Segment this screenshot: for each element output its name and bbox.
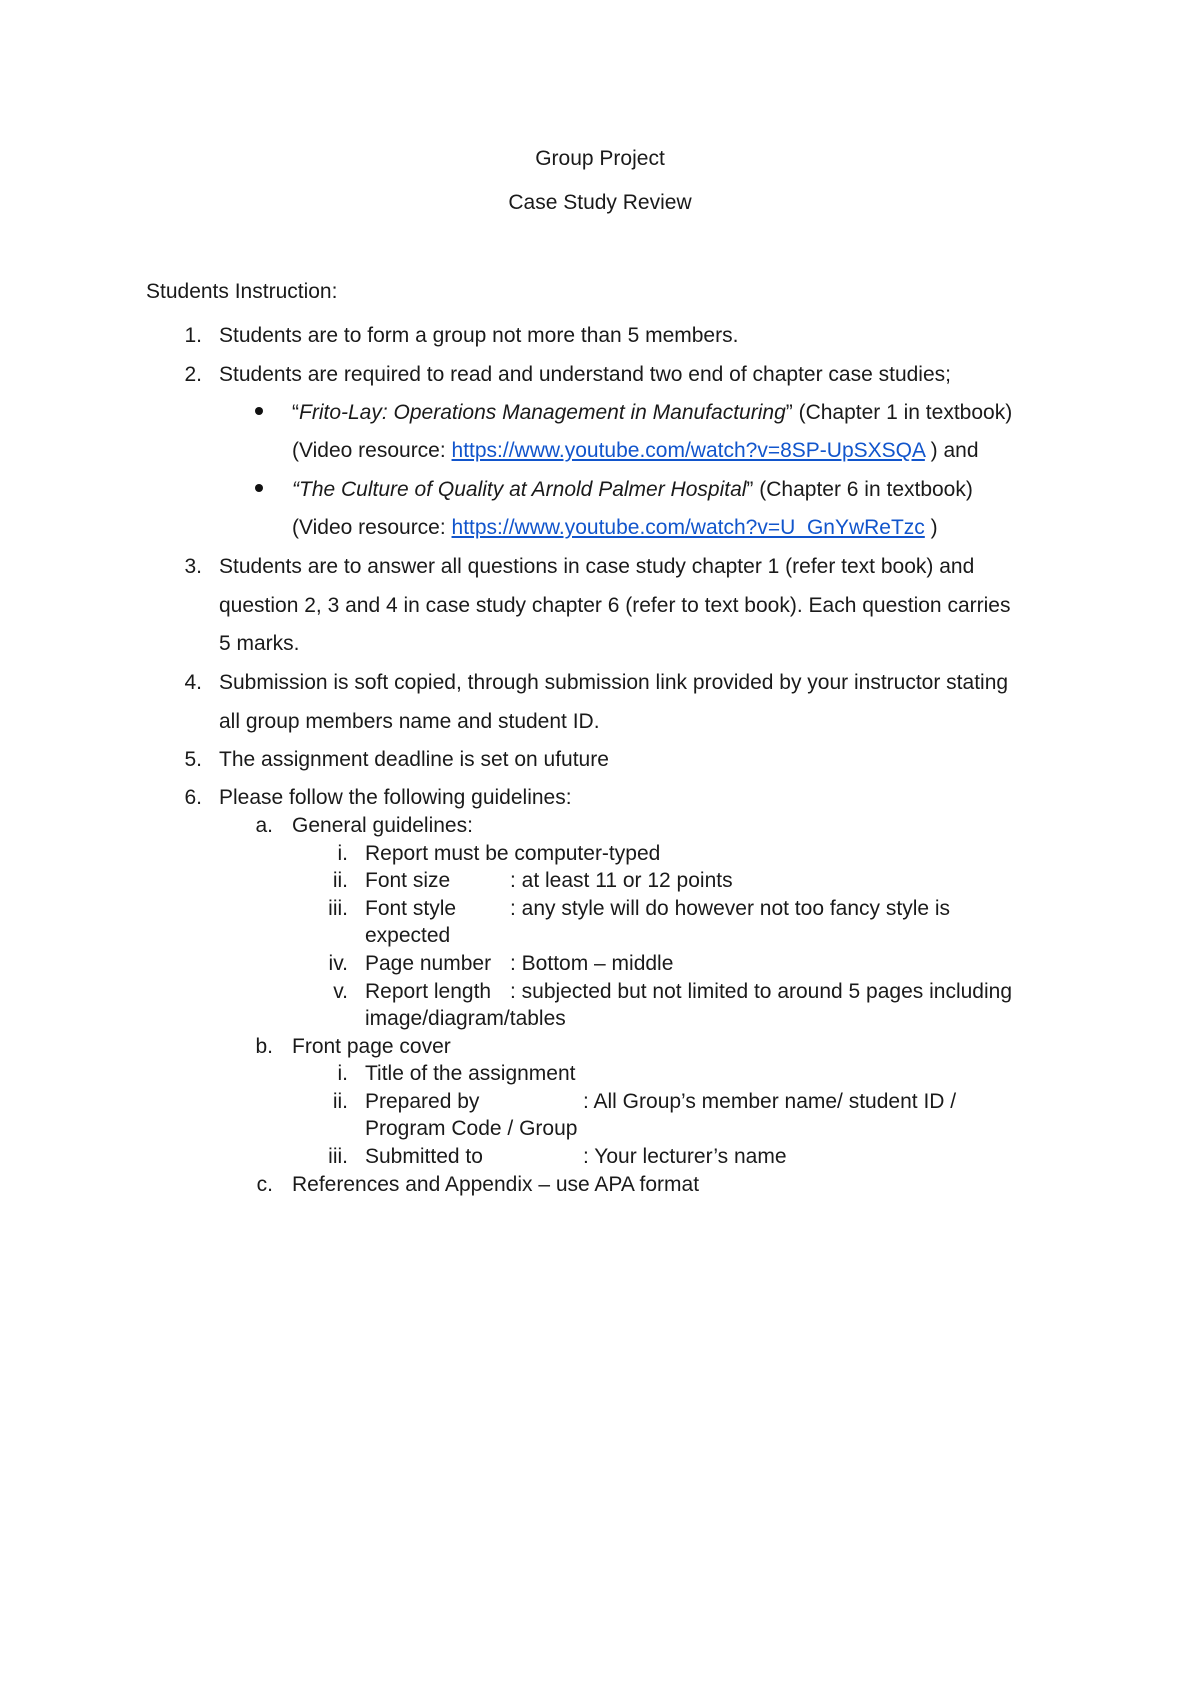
guideline-value-cont: expected: [365, 924, 451, 947]
video-suffix: ): [924, 516, 938, 539]
list-number: 5.: [184, 748, 202, 771]
list-item: Submission is soft copied, through submission link provided by your instructor stating: [219, 671, 1009, 694]
guideline-label: Report length: [365, 980, 492, 1003]
roman-numeral: i.: [337, 842, 348, 865]
sublist-item: References and Appendix – use APA format: [292, 1173, 700, 1196]
video-prefix: (Video resource:: [292, 516, 452, 539]
list-number: 1.: [184, 324, 202, 347]
roman-numeral: v.: [333, 980, 348, 1003]
video-prefix: (Video resource:: [292, 439, 452, 462]
list-number: 2.: [184, 363, 202, 386]
roman-numeral: iv.: [328, 952, 348, 975]
guideline-value: : any style will do however not too fancy style is: [510, 897, 951, 920]
guideline-value-cont: Program Code / Group: [365, 1117, 578, 1140]
video-resource-line: [292, 440, 979, 461]
guideline-label: Prepared by: [365, 1090, 480, 1113]
list-item: Please follow the following guidelines:: [219, 786, 572, 809]
list-item: Students are to answer all questions in case study chapter 1 (refer text book) and: [219, 555, 975, 578]
sublist-letter: c.: [256, 1173, 273, 1196]
guideline-value: : at least 11 or 12 points: [510, 869, 733, 892]
case-study-line: [292, 402, 1012, 423]
case-study-title: Frito-Lay: Operations Management in Manufacturing: [299, 401, 786, 424]
list-item-cont: 5 marks.: [219, 632, 300, 655]
quote-mark: “: [292, 478, 299, 501]
roman-numeral: iii.: [328, 1145, 348, 1168]
instructions-heading: Students Instruction:: [146, 280, 338, 303]
guideline-value-cont: image/diagram/tables: [365, 1007, 566, 1030]
guideline-label: Page number: [365, 952, 492, 975]
video-resource-line: [292, 517, 938, 538]
chapter-ref: ” (Chapter 1 in textbook): [785, 401, 1013, 424]
guideline-label: Font style: [365, 897, 457, 920]
sublist-item: General guidelines:: [292, 814, 473, 837]
roman-numeral: i.: [337, 1062, 348, 1085]
video-suffix: ) and: [924, 439, 979, 462]
sublist-letter: a.: [255, 814, 273, 837]
roman-numeral: iii.: [328, 897, 348, 920]
quote-mark: “: [292, 401, 299, 424]
roman-numeral: ii.: [332, 1090, 348, 1113]
video-link[interactable]: https://www.youtube.com/watch?v=8SP-UpSXSQA: [451, 439, 925, 462]
chapter-ref: ” (Chapter 6 in textbook): [746, 478, 973, 501]
roman-numeral: ii.: [332, 869, 348, 892]
sublist-letter: b.: [255, 1035, 273, 1058]
guideline-label: Font size: [365, 869, 451, 892]
list-number: 6.: [184, 786, 202, 809]
list-number: 3.: [184, 555, 202, 578]
bullet-icon: [255, 407, 263, 415]
case-study-title: The Culture of Quality at Arnold Palmer Hospital: [299, 478, 747, 501]
list-item: The assignment deadline is set on ufuture: [219, 748, 609, 771]
guideline-label: Submitted to: [365, 1145, 483, 1168]
guideline-value: : All Group’s member name/ student ID /: [583, 1090, 957, 1113]
case-study-line: [292, 479, 973, 500]
list-item: Students are required to read and understand two end of chapter case studies;: [219, 363, 951, 386]
list-item: Students are to form a group not more than 5 members.: [219, 324, 739, 347]
guideline-value: : subjected but not limited to around 5 pages including: [510, 980, 1013, 1003]
video-link[interactable]: https://www.youtube.com/watch?v=U_GnYwReTzc: [451, 516, 925, 539]
list-item-cont: all group members name and student ID.: [219, 710, 600, 733]
list-number: 4.: [184, 671, 202, 694]
sublist-item: Front page cover: [292, 1035, 451, 1058]
bullet-icon: [255, 484, 263, 492]
guideline-label: Report must be computer-typed: [365, 842, 661, 865]
guideline-value: : Bottom – middle: [510, 952, 674, 975]
list-item-cont: question 2, 3 and 4 in case study chapter 6 (refer to text book). Each question carries: [219, 594, 1011, 617]
guideline-value: : Your lecturer’s name: [583, 1145, 787, 1168]
guideline-label: Title of the assignment: [365, 1062, 576, 1085]
page-title: Group Project: [535, 147, 665, 170]
page-subtitle: Case Study Review: [508, 191, 692, 214]
